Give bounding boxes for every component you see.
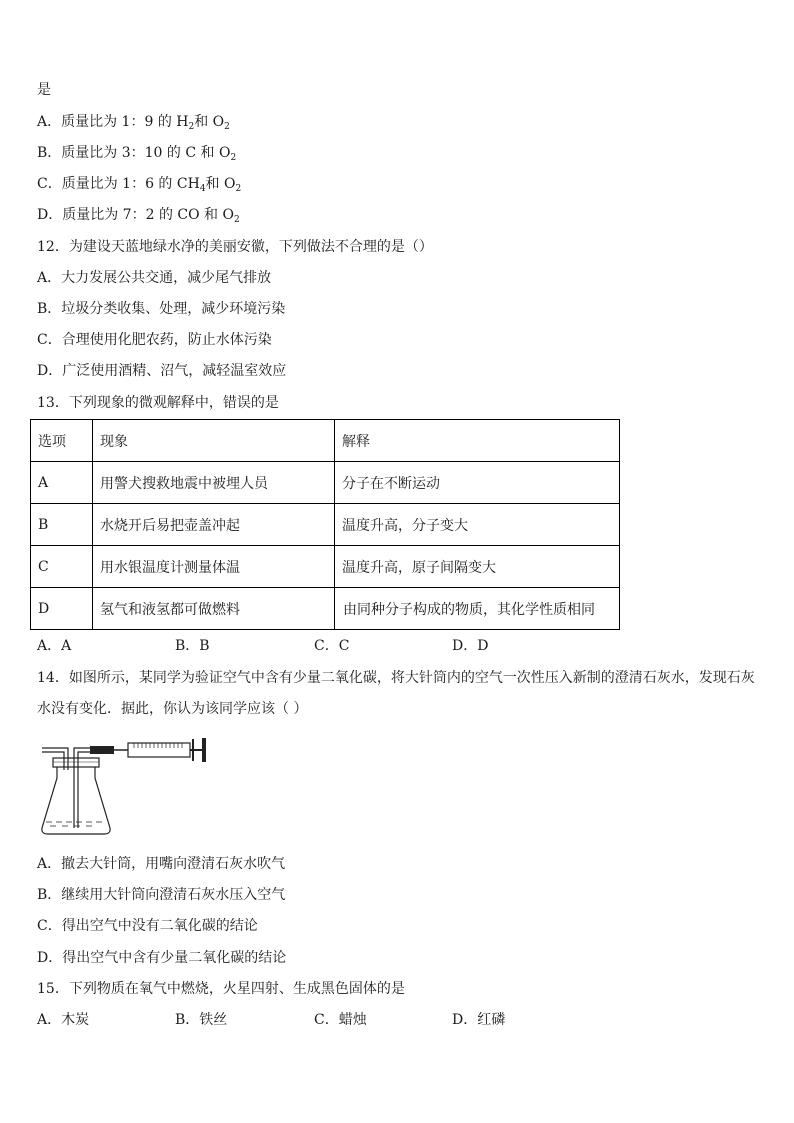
q13-option-d[interactable]: D．D: [452, 638, 489, 654]
q15-option-a[interactable]: A．木炭: [37, 1012, 90, 1028]
q12-stem: 12．为建设天蓝地绿水净的美丽安徽，下列做法不合理的是（）: [37, 239, 433, 255]
table-cell: C: [31, 546, 93, 588]
q14-option-c[interactable]: C．得出空气中没有二氧化碳的结论: [37, 918, 258, 934]
q15-option-d[interactable]: D．红磷: [452, 1012, 506, 1028]
q11-option-b[interactable]: B．质量比为 3：10 的 C 和 $O_2$: [37, 145, 237, 163]
table-cell: D: [31, 588, 93, 630]
q12-option-d[interactable]: D．广泛使用酒精、沼气，减轻温室效应: [37, 363, 287, 379]
q14-option-a[interactable]: A．撤去大针筒，用嘴向澄清石灰水吹气: [37, 856, 286, 872]
q13-option-b[interactable]: B．B: [175, 638, 210, 654]
flask-icon: [42, 766, 110, 834]
q13-stem: 13．下列现象的微观解释中，错误的是: [37, 395, 279, 411]
q15-option-c[interactable]: C．蜡烛: [314, 1012, 367, 1028]
q13-option-a[interactable]: A．A: [37, 638, 72, 654]
q15-option-b[interactable]: B．铁丝: [175, 1012, 228, 1028]
table-cell: 用警犬搜救地震中被埋人员: [93, 462, 335, 504]
table-cell: 温度升高，分子变大: [335, 504, 620, 546]
q14-option-b[interactable]: B．继续用大针筒向澄清石灰水压入空气: [37, 887, 286, 903]
q13-option-c[interactable]: C．C: [314, 638, 350, 654]
syringe-icon: [128, 743, 190, 757]
q11-option-a[interactable]: A．质量比为 1：9 的 $H_2$和 $O_2$: [37, 114, 230, 132]
q12-option-b[interactable]: B．垃圾分类收集、处理，减少环境污染: [37, 301, 286, 317]
q14-stem-line2: 水没有变化．据此，你认为该同学应该（ ）: [37, 701, 308, 717]
q11-stem-continuation: 是: [37, 82, 51, 98]
table-cell: 分子在不断运动: [335, 462, 620, 504]
q15-stem: 15．下列物质在氧气中燃烧，火星四射、生成黑色固体的是: [37, 981, 405, 997]
q12-option-a[interactable]: A．大力发展公共交通，减少尾气排放: [37, 270, 272, 286]
table-header-cell: 现象: [93, 420, 335, 462]
table-row: [31, 462, 620, 504]
table-header-cell: 解释: [335, 420, 620, 462]
table-row: [31, 504, 620, 546]
table-cell: B: [31, 504, 93, 546]
table-cell: 用水银温度计测量体温: [93, 546, 335, 588]
table-row: [31, 546, 620, 588]
table-header-row: [31, 420, 620, 462]
table-cell: 温度升高，原子间隔变大: [335, 546, 620, 588]
table-header-cell: 选项: [31, 420, 93, 462]
q12-option-c[interactable]: C．合理使用化肥农药，防止水体污染: [37, 332, 272, 348]
table-row: [31, 588, 620, 630]
table-cell: 水烧开后易把壶盖冲起: [93, 504, 335, 546]
q11-option-c[interactable]: C．质量比为 1：6 的 $CH_4$和 $O_2$: [37, 176, 242, 194]
q14-option-d[interactable]: D．得出空气中含有少量二氧化碳的结论: [37, 950, 287, 966]
q11-option-d[interactable]: D．质量比为 7：2 的 CO 和 $O_2$: [37, 207, 240, 225]
table-cell: A: [31, 462, 93, 504]
q14-stem-line1: 14．如图所示，某同学为验证空气中含有少量二氧化碳，将大针筒内的空气一次性压入新制的澄清石灰水，发现石灰: [37, 670, 755, 686]
flask-syringe-diagram: [30, 730, 220, 840]
table-cell: 由同种分子构成的物质，其化学性质相同: [335, 588, 620, 630]
table-cell: 氢气和液氢都可做燃料: [93, 588, 335, 630]
stopper-icon: [53, 758, 99, 767]
q13-table: [30, 419, 620, 630]
